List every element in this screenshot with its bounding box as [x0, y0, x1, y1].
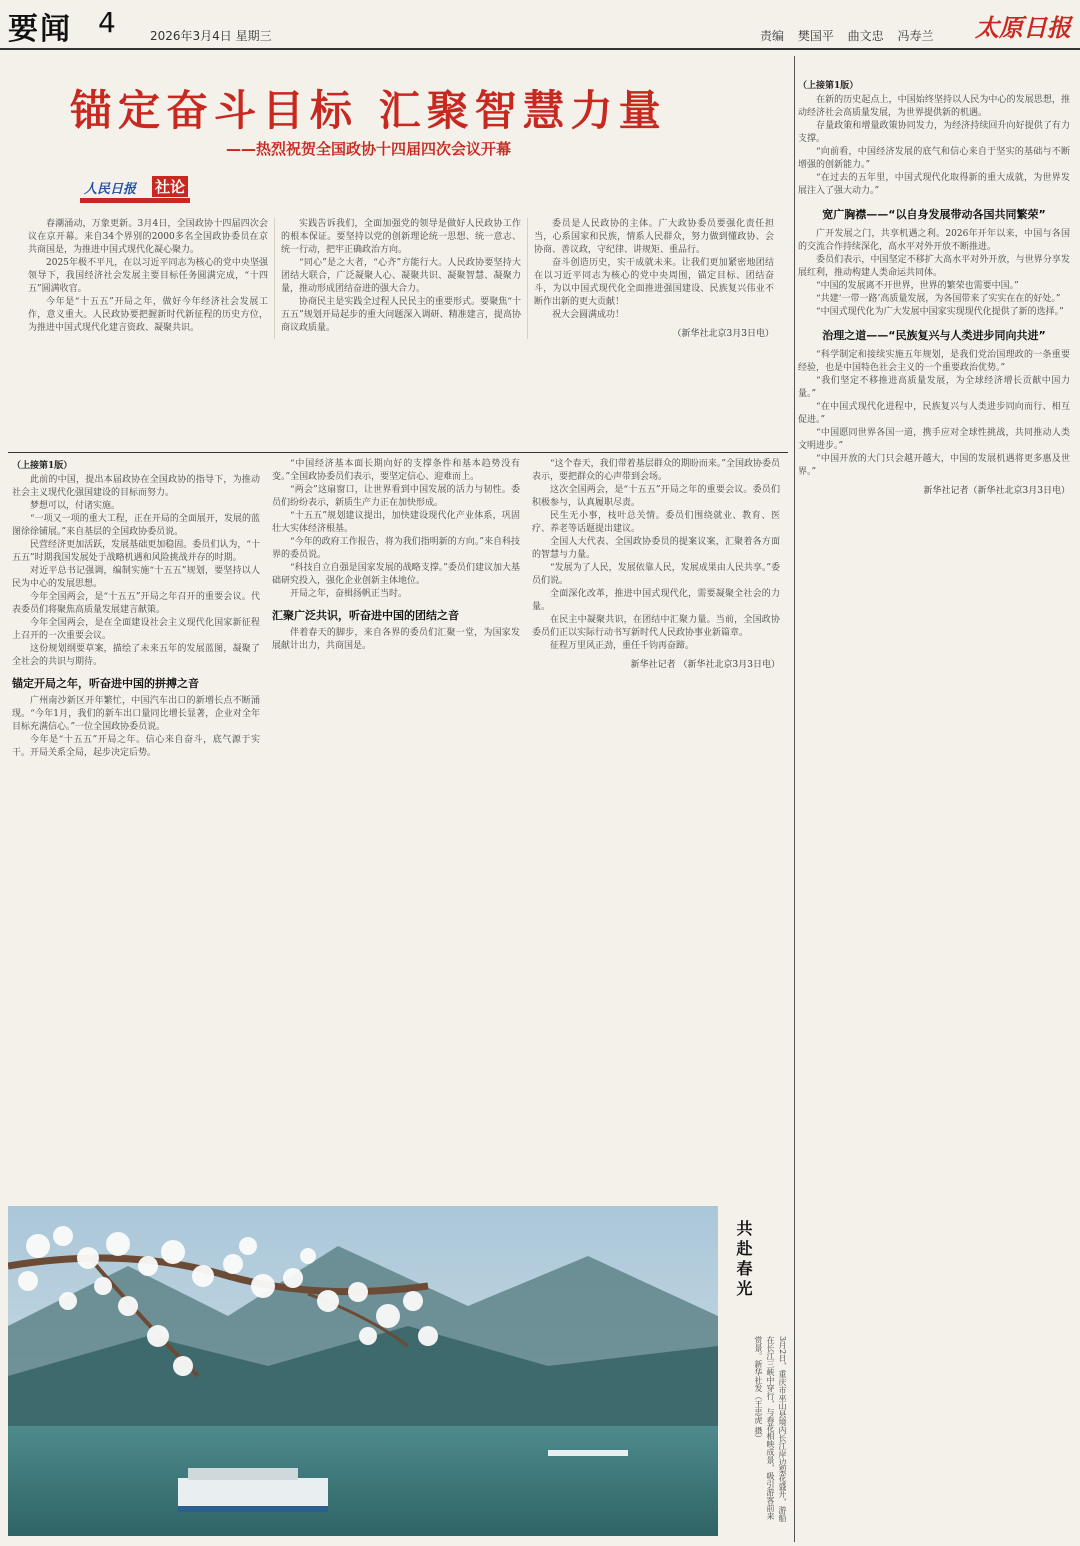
- issue-date: 2026年3月4日 星期三: [150, 29, 272, 43]
- paragraph: 全国人大代表、全国政协委员的提案议案，汇聚着各方面的智慧与力量。: [532, 537, 780, 560]
- editorial-tag: [80, 178, 190, 206]
- lead-headline: 锚定奋斗目标 汇聚智慧力量: [70, 86, 667, 135]
- paragraph: “一项又一项的重大工程，正在开局的全面展开，发展的蓝图徐徐铺展。”来自基层的全国政协委员说。: [12, 514, 260, 537]
- photo-caption-text: 3月2日，重庆市巫山县境内长江岸边梨花盛开，游船在长江三峡中穿行，与春花相映成景，吸引游客前来赏景。新华社发（王忠虎 摄）: [754, 1336, 787, 1523]
- editor-credits: 责编 樊国平 曲文忠 冯寿兰: [760, 29, 934, 43]
- article-col-2: [272, 458, 520, 653]
- subsection-heading: 宽广胸襟——“以自身发展带动各国共同繁荣”: [822, 208, 1046, 221]
- subsection-heading: 汇聚广泛共识，听奋进中国的团结之音: [272, 609, 459, 622]
- right-signoff: 新华社记者（新华社北京3月3日电）: [923, 486, 1070, 496]
- lead-subhead: ——热烈祝贺全国政协十四届四次会议开幕: [226, 140, 512, 158]
- paragraph: 委员们表示，中国坚定不移扩大高水平对外开放，与世界分享发展红利，推动构建人类命运共同体。: [798, 255, 1070, 278]
- continued-article: [8, 458, 790, 1198]
- photo-title: 共赴春光: [734, 1220, 753, 1300]
- editorial-label: 社论: [152, 176, 188, 197]
- paragraph: “中国式现代化为广大发展中国家实现现代化提供了新的选择。”: [816, 307, 1064, 317]
- paragraph: “向前看，中国经济发展的底气和信心来自于坚实的基础与不断增强的创新能力。”: [798, 147, 1070, 170]
- paragraph: 2025年极不平凡，在以习近平同志为核心的党中央坚强领导下，我国经济社会发展主要目标任务圆满完成，“十四五”圆满收官。: [28, 258, 268, 294]
- paragraph: 民营经济更加活跃，发展基础更加稳固。委员们认为，“十五五”时期我国发展处于战略机遇和风险挑战并存的时期。: [12, 540, 260, 563]
- paragraph: 在民主中凝聚共识，在团结中汇聚力量。当前，全国政协委员们正以实际行动书写新时代人民政协事业新篇章。: [532, 615, 780, 638]
- paragraph: 开局之年，奋楫扬帆正当时。: [290, 589, 408, 599]
- newspaper-logo: 太原日报: [975, 13, 1071, 42]
- paragraph: “同心”是之大者，“心齐”方能行大。人民政协要坚持大团结大联合，广泛凝聚人心、凝聚共识、凝聚智慧、凝聚力量，推动形成团结奋进的强大合力。: [281, 258, 521, 294]
- paragraph: 奋斗创造历史，实干成就未来。让我们更加紧密地团结在以习近平同志为核心的党中央周围，锚定目标、团结奋斗，为以中国式现代化全面推进强国建设、民族复兴伟业不断作出新的更大贡献！: [534, 258, 774, 307]
- paragraph: “科技自立自强是国家发展的战略支撑。”委员们建议加大基础研究投入，强化企业创新主体地位。: [272, 563, 520, 586]
- article-col-1: [12, 458, 260, 760]
- lead-editorial: [0, 52, 790, 452]
- paragraph: 征程万里风正劲，重任千钧再奋蹄。: [550, 641, 695, 651]
- paragraph: “中国经济基本面长期向好的支撑条件和基本趋势没有变。”全国政协委员们表示，要坚定信心、迎难而上。: [272, 459, 520, 482]
- editorial-col-1: [22, 218, 274, 339]
- paragraph: “我们坚定不移推进高质量发展，为全球经济增长贡献中国力量。”: [798, 376, 1070, 399]
- paragraph: 今年全国两会，是“十五五”开局之年召开的重要会议。代表委员们将聚焦高质量发展建言献策。: [12, 592, 260, 615]
- editorial-signoff: （新华社北京3月3日电）: [672, 329, 774, 339]
- paragraph: “中国愿同世界各国一道，携手应对全球性挑战，共同推动人类文明进步。”: [798, 428, 1070, 451]
- paragraph: 全面深化改革，推进中国式现代化，需要凝聚全社会的力量。: [532, 589, 780, 612]
- article-col-3: [532, 458, 780, 670]
- masthead: [0, 0, 1080, 50]
- paragraph: 协商民主是实践全过程人民民主的重要形式。要聚焦“十五五”规划开局起步的重大问题深入调研、精准建言，提高协商议政质量。: [281, 297, 521, 333]
- paragraph: “两会”这扇窗口，让世界看到中国发展的活力与韧性。委员们纷纷表示，新质生产力正在加快形成。: [272, 485, 520, 508]
- paragraph: 春潮涌动，万象更新。3月4日，全国政协十四届四次会议在京开幕。来自34个界别的2000多名全国政协委员在京共商国是，为推进中国式现代化凝心聚力。: [28, 219, 268, 255]
- right-article: [798, 78, 1070, 1540]
- paragraph: “今年的政府工作报告，将为我们指明新的方向。”来自科技界的委员说。: [272, 537, 520, 560]
- editorial-col-3: [527, 218, 780, 339]
- continued-label: （上接第1版）: [798, 81, 859, 91]
- subsection-heading: 治理之道——“民族复兴与人类进步同向共进”: [822, 329, 1046, 342]
- paragraph: 今年是“十五五”开局之年，做好今年经济社会发展工作，意义重大。人民政协要把握新时代新征程的历史方位，为推进中国式现代化建言资政、凝聚共识。: [28, 297, 268, 333]
- paragraph: 民生无小事，枝叶总关情。委员们围绕就业、教育、医疗、养老等话题提出建议。: [532, 511, 780, 534]
- subsection-heading: 锚定开局之年，听奋进中国的拼搏之音: [12, 677, 199, 690]
- news-photo: [8, 1206, 718, 1536]
- article-signoff: 新华社记者 （新华社北京3月3日电）: [630, 660, 780, 670]
- section-name: 要闻: [8, 12, 72, 47]
- paragraph: “在中国式现代化进程中，民族复兴与人类进步同向而行、相互促进。”: [798, 402, 1070, 425]
- page-number: 4: [98, 6, 116, 39]
- paragraph: “在过去的五年里，中国式现代化取得新的重大成就，为世界发展注入了强大动力。”: [798, 173, 1070, 196]
- editorial-col-2: [274, 218, 527, 339]
- paragraph: 实践告诉我们，全面加强党的领导是做好人民政协工作的根本保证。要坚持以党的创新理论统一思想、统一意志、统一行动，把牢正确政治方向。: [281, 219, 521, 255]
- paragraph: 梦想可以，付诸实施。: [30, 501, 121, 511]
- paragraph: 祝大会圆满成功！: [552, 310, 625, 320]
- paragraph: “共建‘一带一路’高质量发展，为各国带来了实实在在的好处。”: [816, 294, 1061, 304]
- river-blossom-image: [8, 1206, 718, 1536]
- paragraph: 委员是人民政协的主体。广大政协委员要强化责任担当，心系国家和民族，情系人民群众，努力做到懂政协、会协商、善议政，守纪律、讲规矩、重品行。: [534, 219, 774, 255]
- editorial-bar: [80, 198, 190, 203]
- column-rule: [794, 56, 795, 1542]
- paragraph: 广开发展之门，共享机遇之利。2026年开年以来，中国与各国的交流合作持续深化，高水平对外开放不断推进。: [798, 229, 1070, 252]
- paragraph: 这份规划纲要草案，描绘了未来五年的发展蓝图，凝聚了全社会的共识与期待。: [12, 644, 260, 667]
- distant-boat: [548, 1450, 628, 1456]
- paragraph: 今年全国两会，是在全面建设社会主义现代化国家新征程上召开的一次重要会议。: [12, 618, 260, 641]
- paragraph: “这个春天，我们带着基层群众的期盼而来。”全国政协委员表示，要把群众的心声带到会场。: [532, 459, 780, 482]
- editorial-columns: [22, 218, 780, 339]
- editorial-source: 人民日报: [84, 182, 137, 197]
- paragraph: 此前的中国，提出本届政协在全国政协的指导下，为推动社会主义现代化强国建设的目标而努力。: [12, 475, 260, 498]
- paragraph: “发展为了人民，发展依靠人民，发展成果由人民共享。”委员们说。: [532, 563, 780, 586]
- paragraph: 伴着春天的脚步，来自各界的委员们汇聚一堂，为国家发展献计出力，共商国是。: [272, 628, 520, 651]
- paragraph: 对近平总书记强调，编制实施“十五五”规划，要坚持以人民为中心的发展思想。: [12, 566, 260, 589]
- paragraph: 今年是“十五五”开局之年。信心来自奋斗，底气源于实干。开局关系全局，起步决定后势。: [12, 735, 260, 758]
- paragraph: “中国开放的大门只会越开越大，中国的发展机遇将更多惠及世界。”: [798, 454, 1070, 477]
- paragraph: 这次全国两会，是“十五五”开局之年的重要会议。委员们积极参与，认真履职尽责。: [532, 485, 780, 508]
- section-divider: [8, 452, 788, 453]
- paragraph: “十五五”规划建议提出，加快建设现代化产业体系，巩固壮大实体经济根基。: [272, 511, 520, 534]
- paragraph: 存量政策和增量政策协同发力，为经济持续回升向好提供了有力支撑。: [798, 121, 1070, 144]
- photo-caption: [722, 1206, 790, 1536]
- paragraph: “科学制定和接续实施五年规划，是我们党治国理政的一条重要经验，也是中国特色社会主义的一个重要政治优势。”: [798, 350, 1070, 373]
- paragraph: 广州南沙新区开年繁忙，中国汽车出口的新增长点不断涌现。“今年1月，我们的新车出口量同比增长显著，企业对全年目标充满信心。”一位全国政协委员说。: [12, 696, 260, 732]
- continued-label: （上接第1版）: [12, 461, 73, 471]
- paragraph: “中国的发展离不开世界，世界的繁荣也需要中国。”: [816, 281, 1019, 291]
- paragraph: 在新的历史起点上，中国始终坚持以人民为中心的发展思想，推动经济社会高质量发展，为世界提供新的机遇。: [798, 95, 1070, 118]
